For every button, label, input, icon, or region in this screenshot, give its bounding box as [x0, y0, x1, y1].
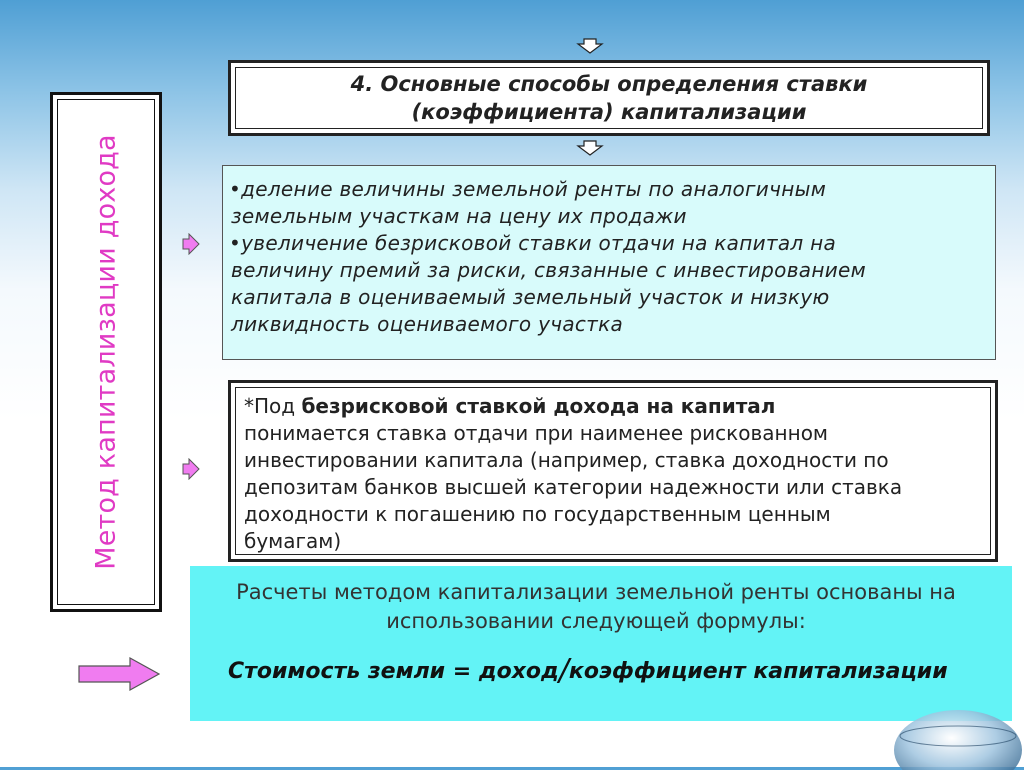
definition-line: инвестировании капитала (например, ставка доходности по: [244, 448, 889, 472]
method-line: капитала в оцениваемый земельный участок и низкую: [231, 285, 830, 309]
definition-box-inner: [235, 387, 991, 555]
method-line: величину премий за риски, связанные с инвестированием: [231, 258, 867, 282]
down-arrow-icon: [576, 38, 604, 54]
definition-line: доходности к погашению по государственным ценным: [244, 502, 831, 526]
title-box: [228, 60, 990, 136]
definition-line: понимается ставка отдачи при наименее рискованном: [244, 421, 829, 445]
formula-left: Стоимость земли = доход: [228, 659, 559, 684]
down-arrow-icon: [576, 140, 604, 156]
pointer-arrow-icon: [78, 657, 160, 691]
formula-intro-line-1: Расчеты методом капитализации земельной ренты основаны на: [236, 580, 956, 604]
side-panel-inner-border: [57, 99, 155, 605]
formula: [228, 653, 948, 688]
pointer-arrow-icon: [182, 233, 200, 255]
formula-intro: [190, 578, 1002, 636]
method-line: земельным участкам на цену их продажи: [231, 204, 687, 228]
definition-term: безрисковой ставкой дохода на капитал: [301, 394, 776, 418]
method-line: ликвидность оцениваемого участка: [231, 312, 624, 336]
formula-slash: /: [558, 653, 569, 688]
method-line: деление величины земельной ренты по аналогичным: [241, 177, 827, 201]
formula-intro-line-2: использовании следующей формулы:: [386, 609, 806, 633]
side-panel: [50, 92, 162, 612]
title-box-inner: [235, 67, 983, 129]
title-line-2: (коэффициента) капитализации: [411, 100, 807, 124]
title-line-1: 4. Основные способы определения ставки: [350, 72, 868, 96]
method-item: [231, 230, 983, 338]
method-item: [231, 176, 983, 230]
bullet: •: [229, 231, 242, 255]
definition-box: [228, 380, 998, 562]
method-line: увеличение безрисковой ставки отдачи на капитал на: [241, 231, 837, 255]
definition-line: депозитам банков высшей категории надежности или ставка: [244, 475, 903, 499]
methods-box: [222, 165, 996, 360]
bullet: •: [229, 177, 242, 201]
side-label: Метод капитализации дохода: [90, 134, 122, 570]
definition-prefix: *Под: [244, 394, 302, 418]
globe-decoration-icon: [888, 690, 1024, 770]
definition-line: бумагам): [244, 529, 342, 553]
formula-right: коэффициент капитализации: [568, 659, 948, 684]
pointer-arrow-icon: [182, 458, 200, 480]
